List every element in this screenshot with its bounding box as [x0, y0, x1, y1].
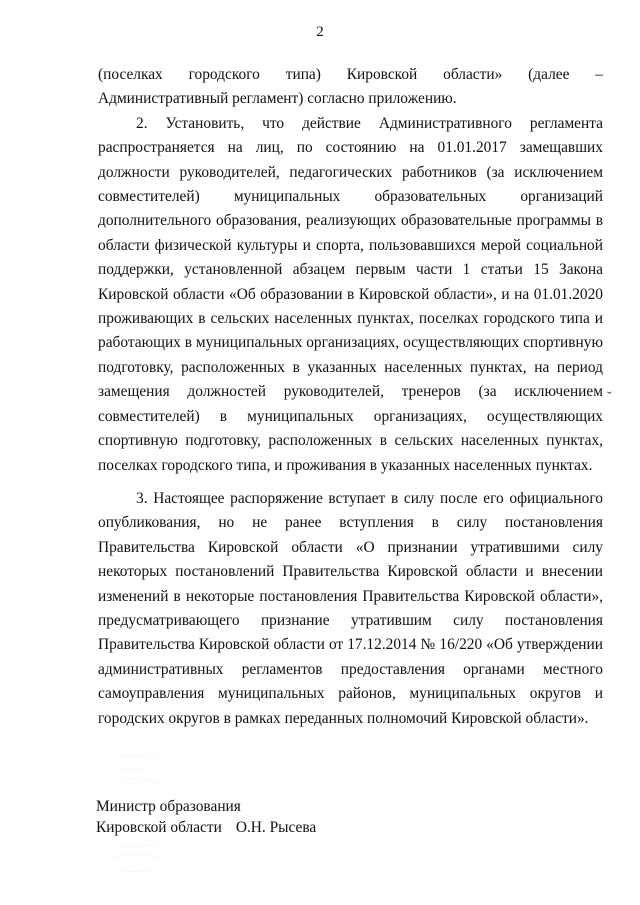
signatory-title-line2-row [96, 817, 316, 838]
page-number: 2 [316, 24, 324, 40]
signature-block [96, 796, 316, 838]
paragraph-2: 2. Установить, что действие Административного регламента распространяется на лиц, по состоянию на 01.01.2017 замещавших должности руководителей, педагогических работников (за исключением совместителей) муниципальных образовательных организаций дополнительного образования, реализующих образовательные программы в области физической культуры и спорта, пользовавшихся мерой социальной поддержки, установленной абзацем первым части 1 статьи 15 Закона Кировской области «Об образовании в Кировской области», и на 01.01.2020 проживающих в сельских населенных пунктах, поселках городского типа и работающих в муниципальных организациях, осуществляющих спортивную подготовку, расположенных в указанных населенных пунктах, на период замещения должностей руководителей, тренеров (за исключением совместителей) в муниципальных организациях, осуществляющих спортивную подготовку, расположенных в сельских населенных пунктах, поселках городского типа, и проживания в указанных населенных пунктах. [98, 114, 603, 474]
paragraph-1: (поселках городского типа) Кировской области» (далее – Административный регламент) согласно приложению. [98, 66, 603, 108]
margin-tick-mark: ˘ [607, 390, 612, 405]
document-body [98, 63, 603, 731]
paragraph-3: 3. Настоящее распоряжение вступает в силу после его официального опубликования, но не ранее вступления в силу постановления Правительства Кировской области «О признании утратившими силу некоторых постановлений Правительства Кировской области и внесении изменений в некоторые постановления Правительства Кировской области», предусматривающего признание утратившим силу постановления Правительства Кировской области от 17.12.2014 № 16/220 «Об утверждении административных регламентов предоставления органами местного самоуправления муниципальных районов, муниципальных округов и городских округов в рамках переданных полномочий Кировской области». [98, 489, 603, 727]
signatory-name: О.Н. Рысева [235, 819, 317, 836]
signatory-title-line1: Министр образования [96, 798, 241, 815]
paragraph-spacer [98, 478, 603, 487]
signatory-title-line2: Кировской области [96, 819, 222, 836]
